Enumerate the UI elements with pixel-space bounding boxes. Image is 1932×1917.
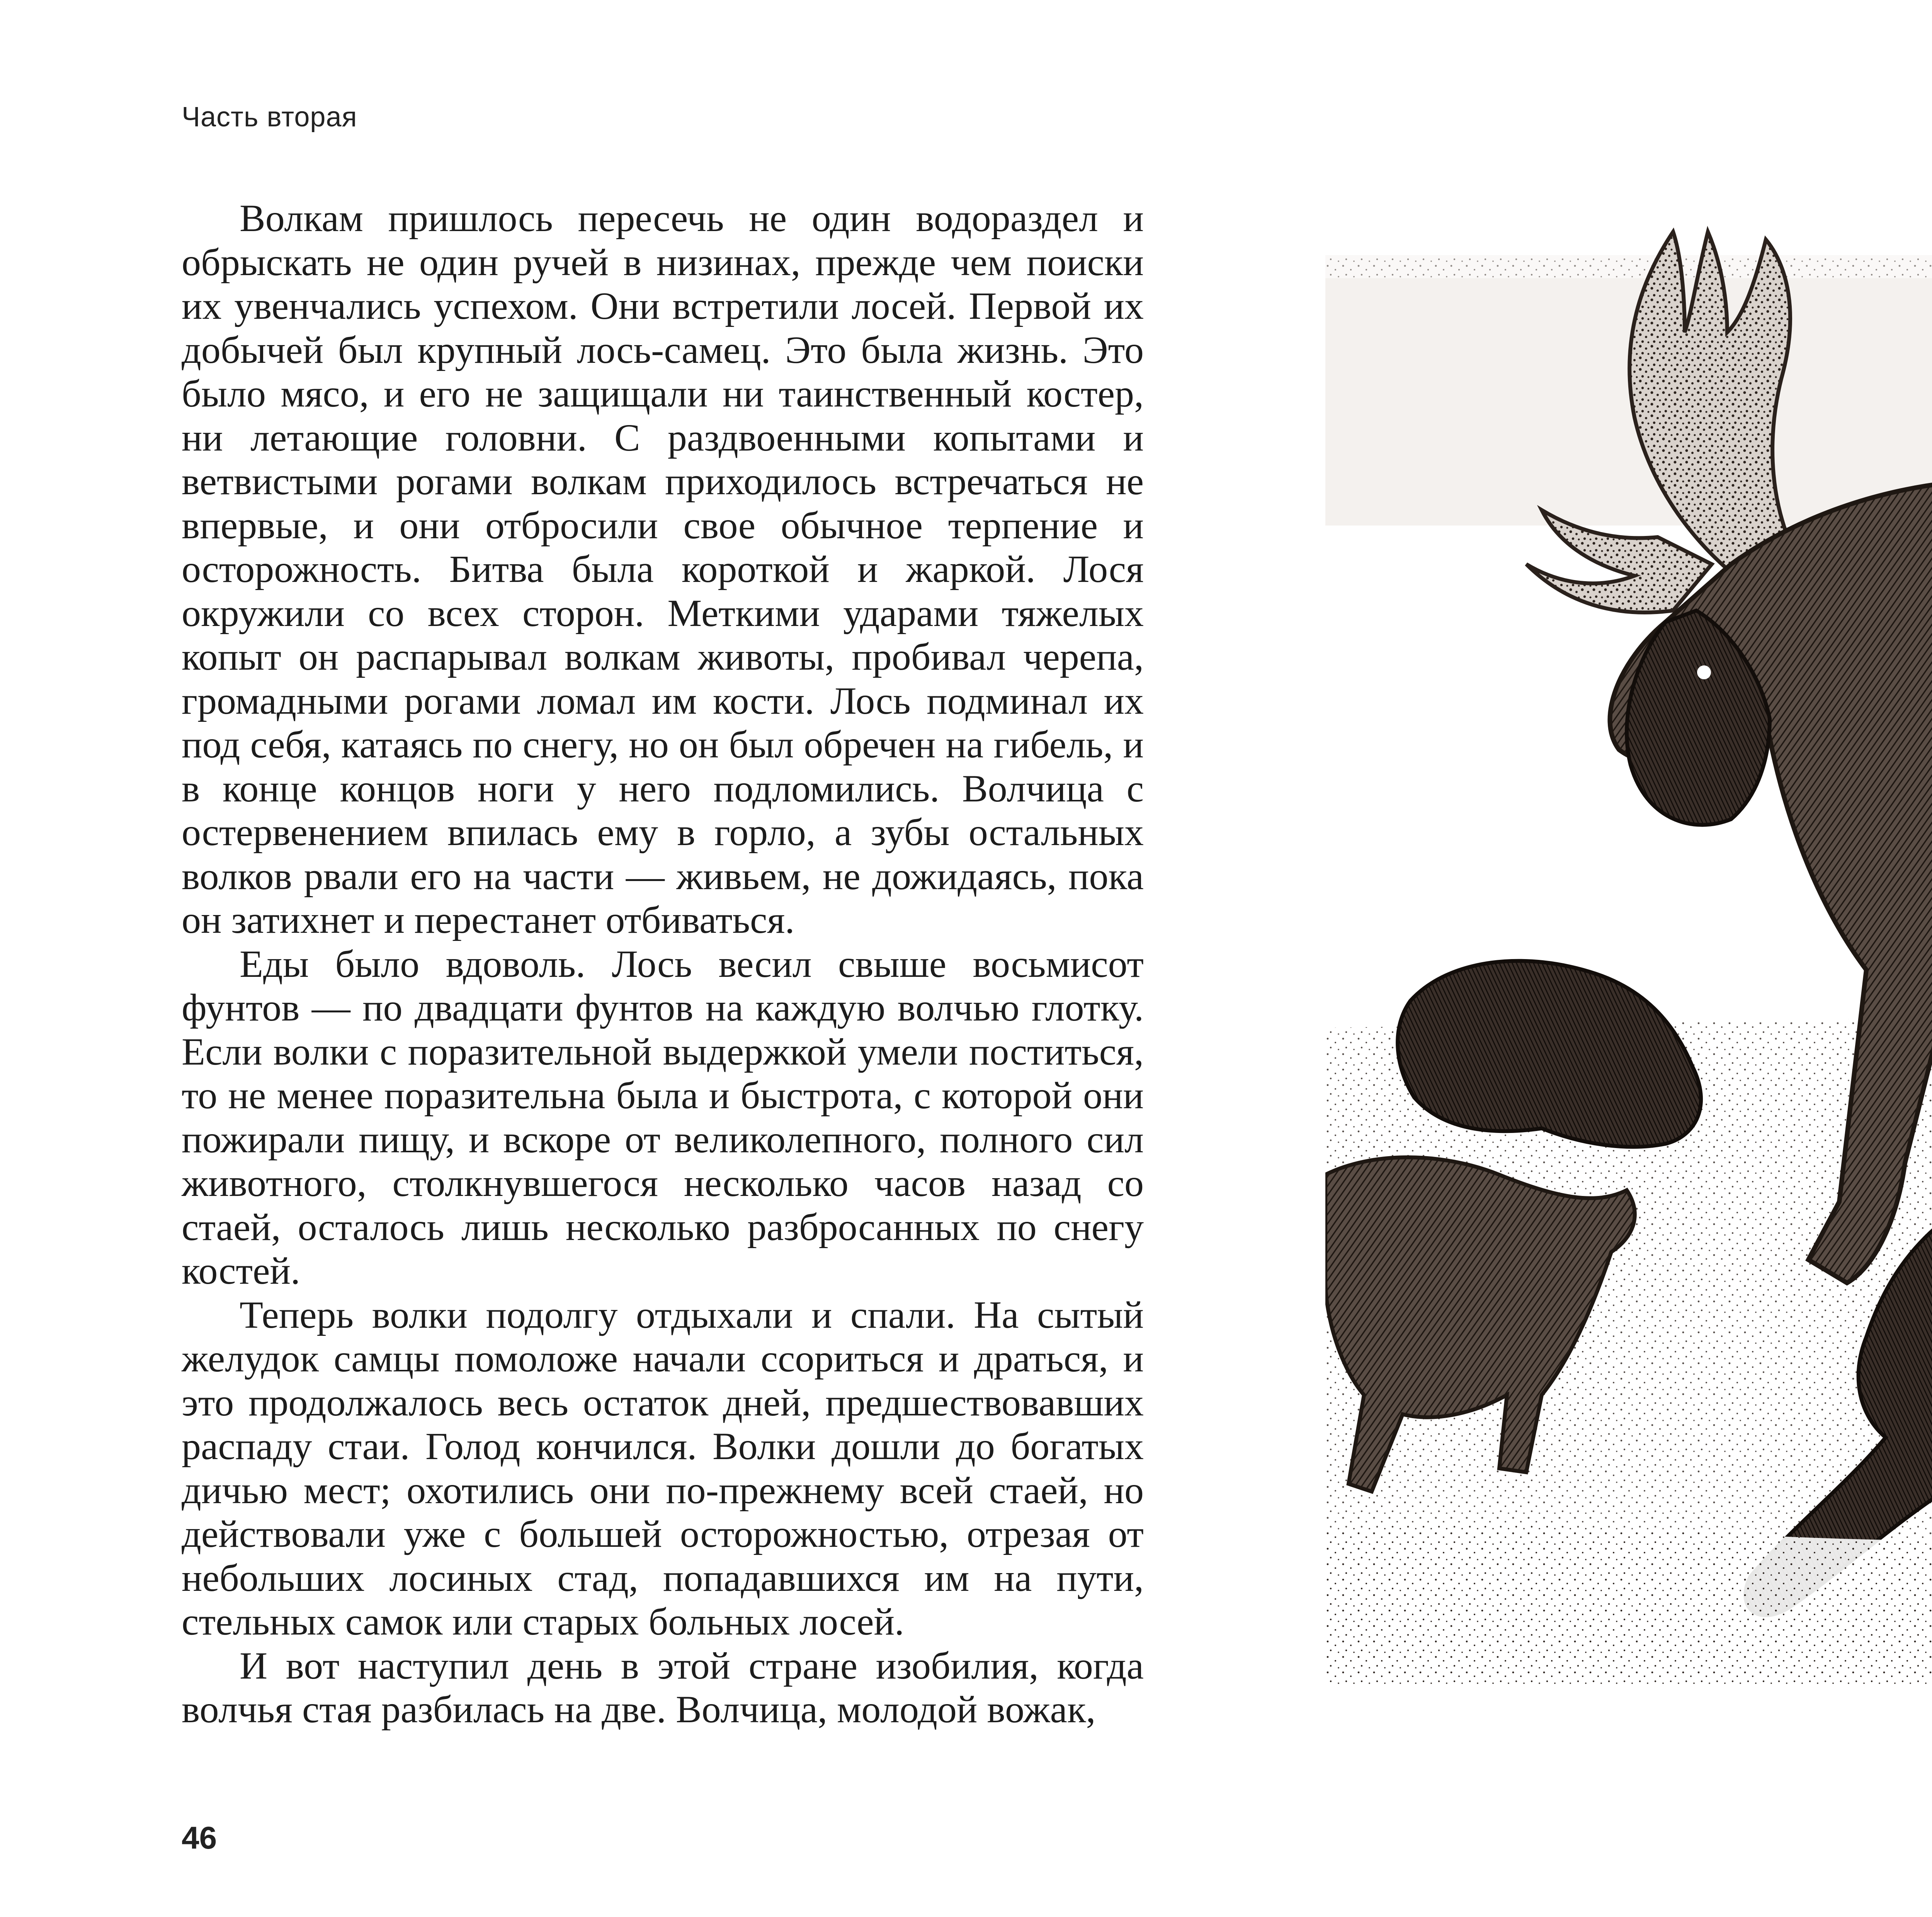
paragraph-2: Еды было вдоволь. Лось весил свыше восьмисот фунтов — по двадцати фунтов на каждую волчью глотку. Если волки с поразительной выдержкой умели поститься, то не менее поразительна была и быстрота, с которой они пожирали пищу, и вскоре от великолепного, полного сил животного, столкнувшегося несколько часов назад со стаей, осталось лишь несколько разбросанных по снегу костей.	[182, 942, 1144, 1292]
body-text	[182, 196, 1144, 1732]
paragraph-1: Волкам пришлось пересечь не один водораздел и обрыскать не один ручей в низинах, прежде чем поиски их увенчались успехом. Они встретили лосей. Первой их добычей был крупный лось-самец. Это была жизнь. Это было мясо, и его не защищали ни таинственный костер, ни летающие головни. С раздвоенными копытами и ветвистыми рогами волкам приходилось встречаться не впервые, и они отбросили свое обычное терпение и осторожность. Битва была короткой и жаркой. Лося окружили со всех сторон. Меткими ударами тяжелых копыт он распарывал волкам животы, пробивал черепа, громадными рогами ломал им кости. Лось подминал их под себя, катаясь по снегу, но он был обречен на гибель, и в конце концов ноги у него подломились. Волчица с остервенением впилась ему в горло, а зубы остальных волков рвали его на части — живьем, не дожидаясь, пока он затихнет и перестанет отбиваться.	[182, 197, 1144, 941]
paragraph-3: Теперь волки подолгу отдыхали и спали. На сытый желудок самцы помоложе начали ссориться и драться, и это продолжалось весь остаток дней, предшествовавших распаду стаи. Голод кончился. Волки дошли до богатых дичью мест; охотились они по-прежнему всей стаей, но действовали уже с большей осторожностью, отрезая от небольших лосиных стад, попадавшихся им на пути, стельных самок или старых больных лосей.	[182, 1293, 1144, 1643]
running-head: Часть вторая	[182, 102, 357, 133]
moose-wolves-illustration	[1325, 216, 1932, 1685]
paragraph-4: И вот наступил день в этой стране изобилия, когда волчья стая разбилась на две. Волчица, молодой вожак,	[182, 1644, 1144, 1731]
page-number: 46	[182, 1820, 217, 1856]
